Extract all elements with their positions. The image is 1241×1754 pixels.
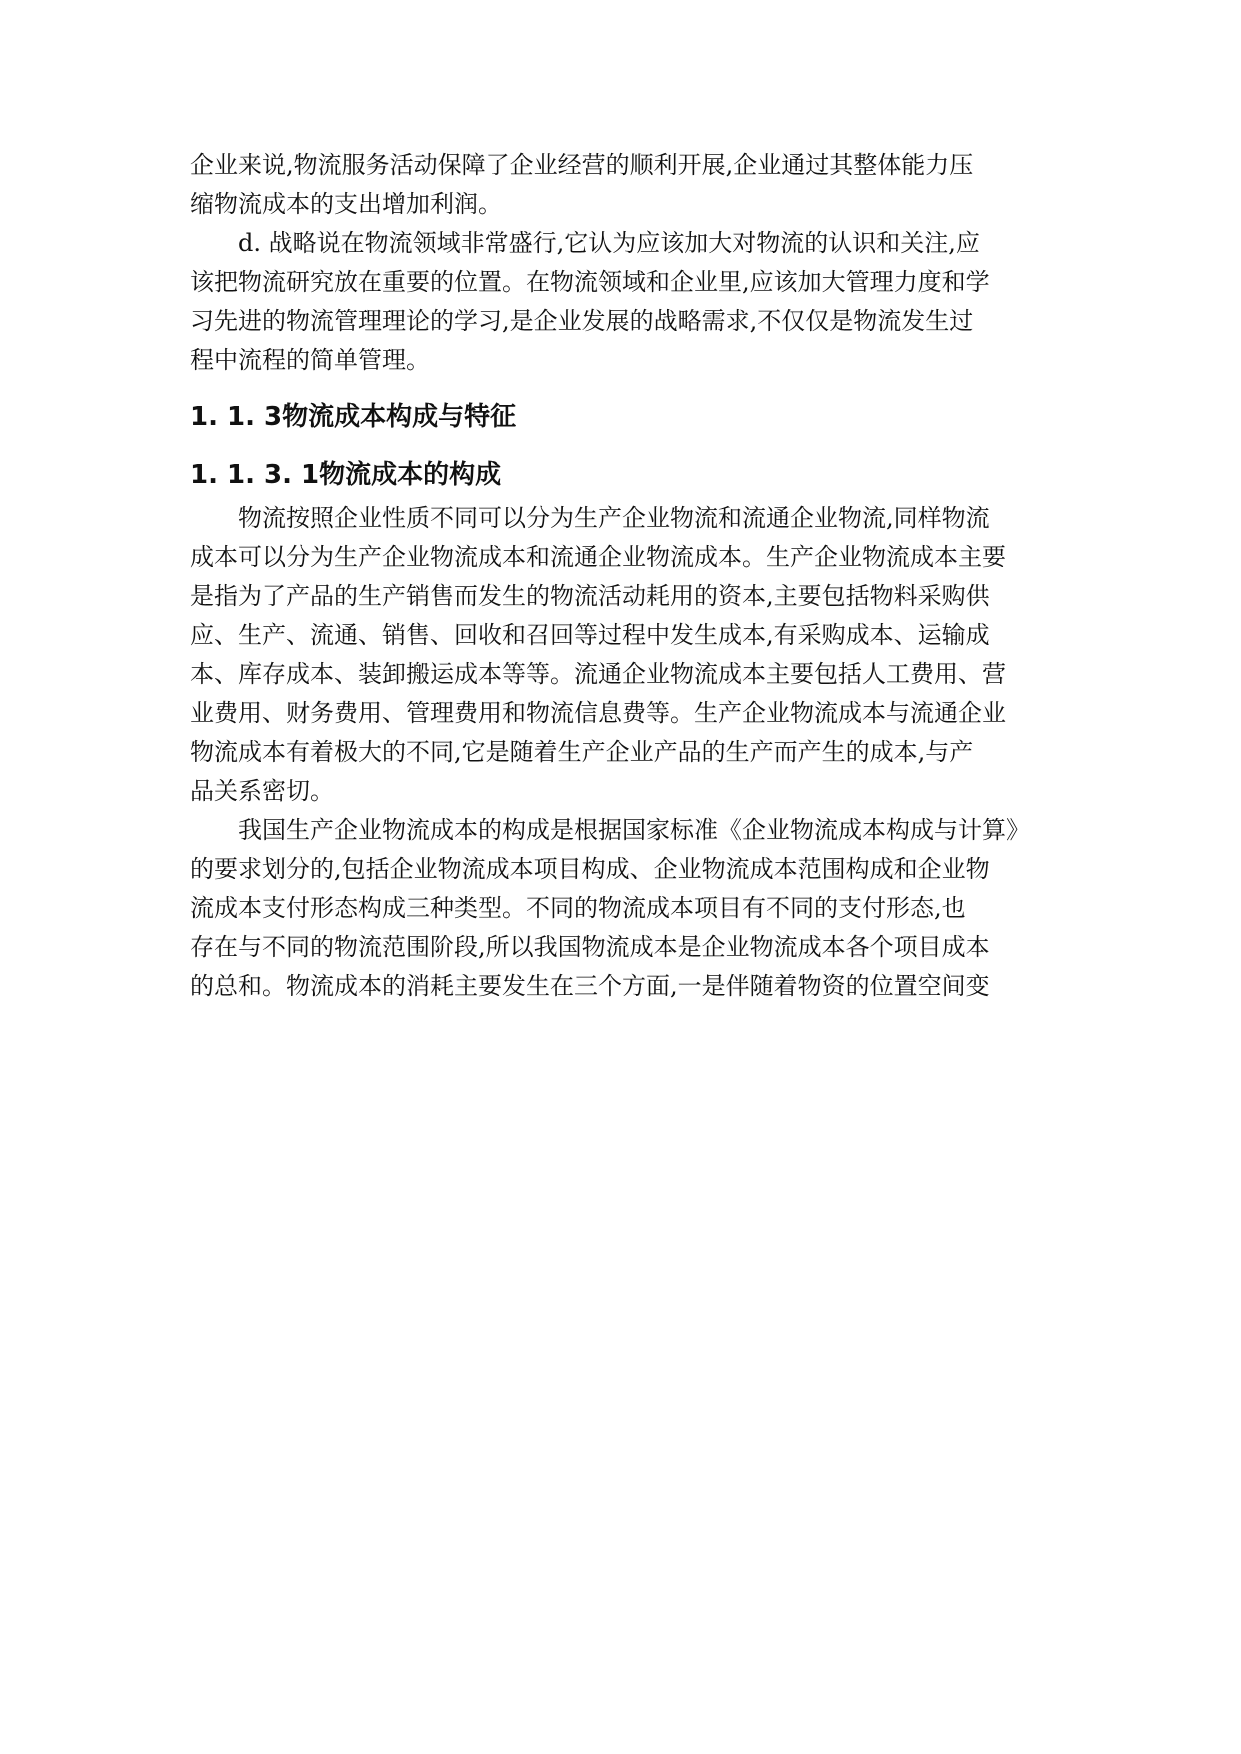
paragraph-classification <box>190 499 1050 811</box>
text-line: 程中流程的简单管理。 <box>190 346 430 374</box>
page-content <box>190 146 1050 1006</box>
text-line: 习先进的物流管理理论的学习,是企业发展的战略需求,不仅仅是物流发生过 <box>190 307 974 335</box>
text-line: 物流成本有着极大的不同,它是随着生产企业产品的生产而产生的成本,与产 <box>190 738 974 766</box>
text-line: 存在与不同的物流范围阶段,所以我国物流成本是企业物流成本各个项目成本 <box>190 933 990 961</box>
text-line: 企业来说,物流服务活动保障了企业经营的顺利开展,企业通过其整体能力压 <box>190 151 974 179</box>
text-line: 缩物流成本的支出增加利润。 <box>190 190 502 218</box>
section-heading: 1. 1. 3物流成本构成与特征 <box>190 402 517 432</box>
text-line: 是指为了产品的生产销售而发生的物流活动耗用的资本,主要包括物料采购供 <box>190 582 990 610</box>
text-line: 的总和。物流成本的消耗主要发生在三个方面,一是伴随着物资的位置空间变 <box>190 972 990 1000</box>
subsection-heading: 1. 1. 3. 1物流成本的构成 <box>190 460 502 490</box>
text-line: 品关系密切。 <box>190 777 334 805</box>
paragraph-national-standard <box>190 811 1050 1006</box>
text-line: 应、生产、流通、销售、回收和召回等过程中发生成本,有采购成本、运输成 <box>190 621 990 649</box>
text-line: 我国生产企业物流成本的构成是根据国家标准《企业物流成本构成与计算》 <box>238 816 1030 844</box>
paragraph-continuation <box>190 146 1050 224</box>
text-line: 物流按照企业性质不同可以分为生产企业物流和流通企业物流,同样物流 <box>238 504 990 532</box>
text-line: 业费用、财务费用、管理费用和物流信息费等。生产企业物流成本与流通企业 <box>190 699 1006 727</box>
text-line: 该把物流研究放在重要的位置。在物流领域和企业里,应该加大管理力度和学 <box>190 268 990 296</box>
text-line: 流成本支付形态构成三种类型。不同的物流成本项目有不同的支付形态,也 <box>190 894 966 922</box>
text-line: 成本可以分为生产企业物流成本和流通企业物流成本。生产企业物流成本主要 <box>190 543 1006 571</box>
text-line: 本、库存成本、装卸搬运成本等等。流通企业物流成本主要包括人工费用、营 <box>190 660 1006 688</box>
text-line: 的要求划分的,包括企业物流成本项目构成、企业物流成本范围构成和企业物 <box>190 855 990 883</box>
text-line: d. 战略说在物流领域非常盛行,它认为应该加大对物流的认识和关注,应 <box>238 229 980 257</box>
paragraph-strategy <box>190 224 1050 380</box>
